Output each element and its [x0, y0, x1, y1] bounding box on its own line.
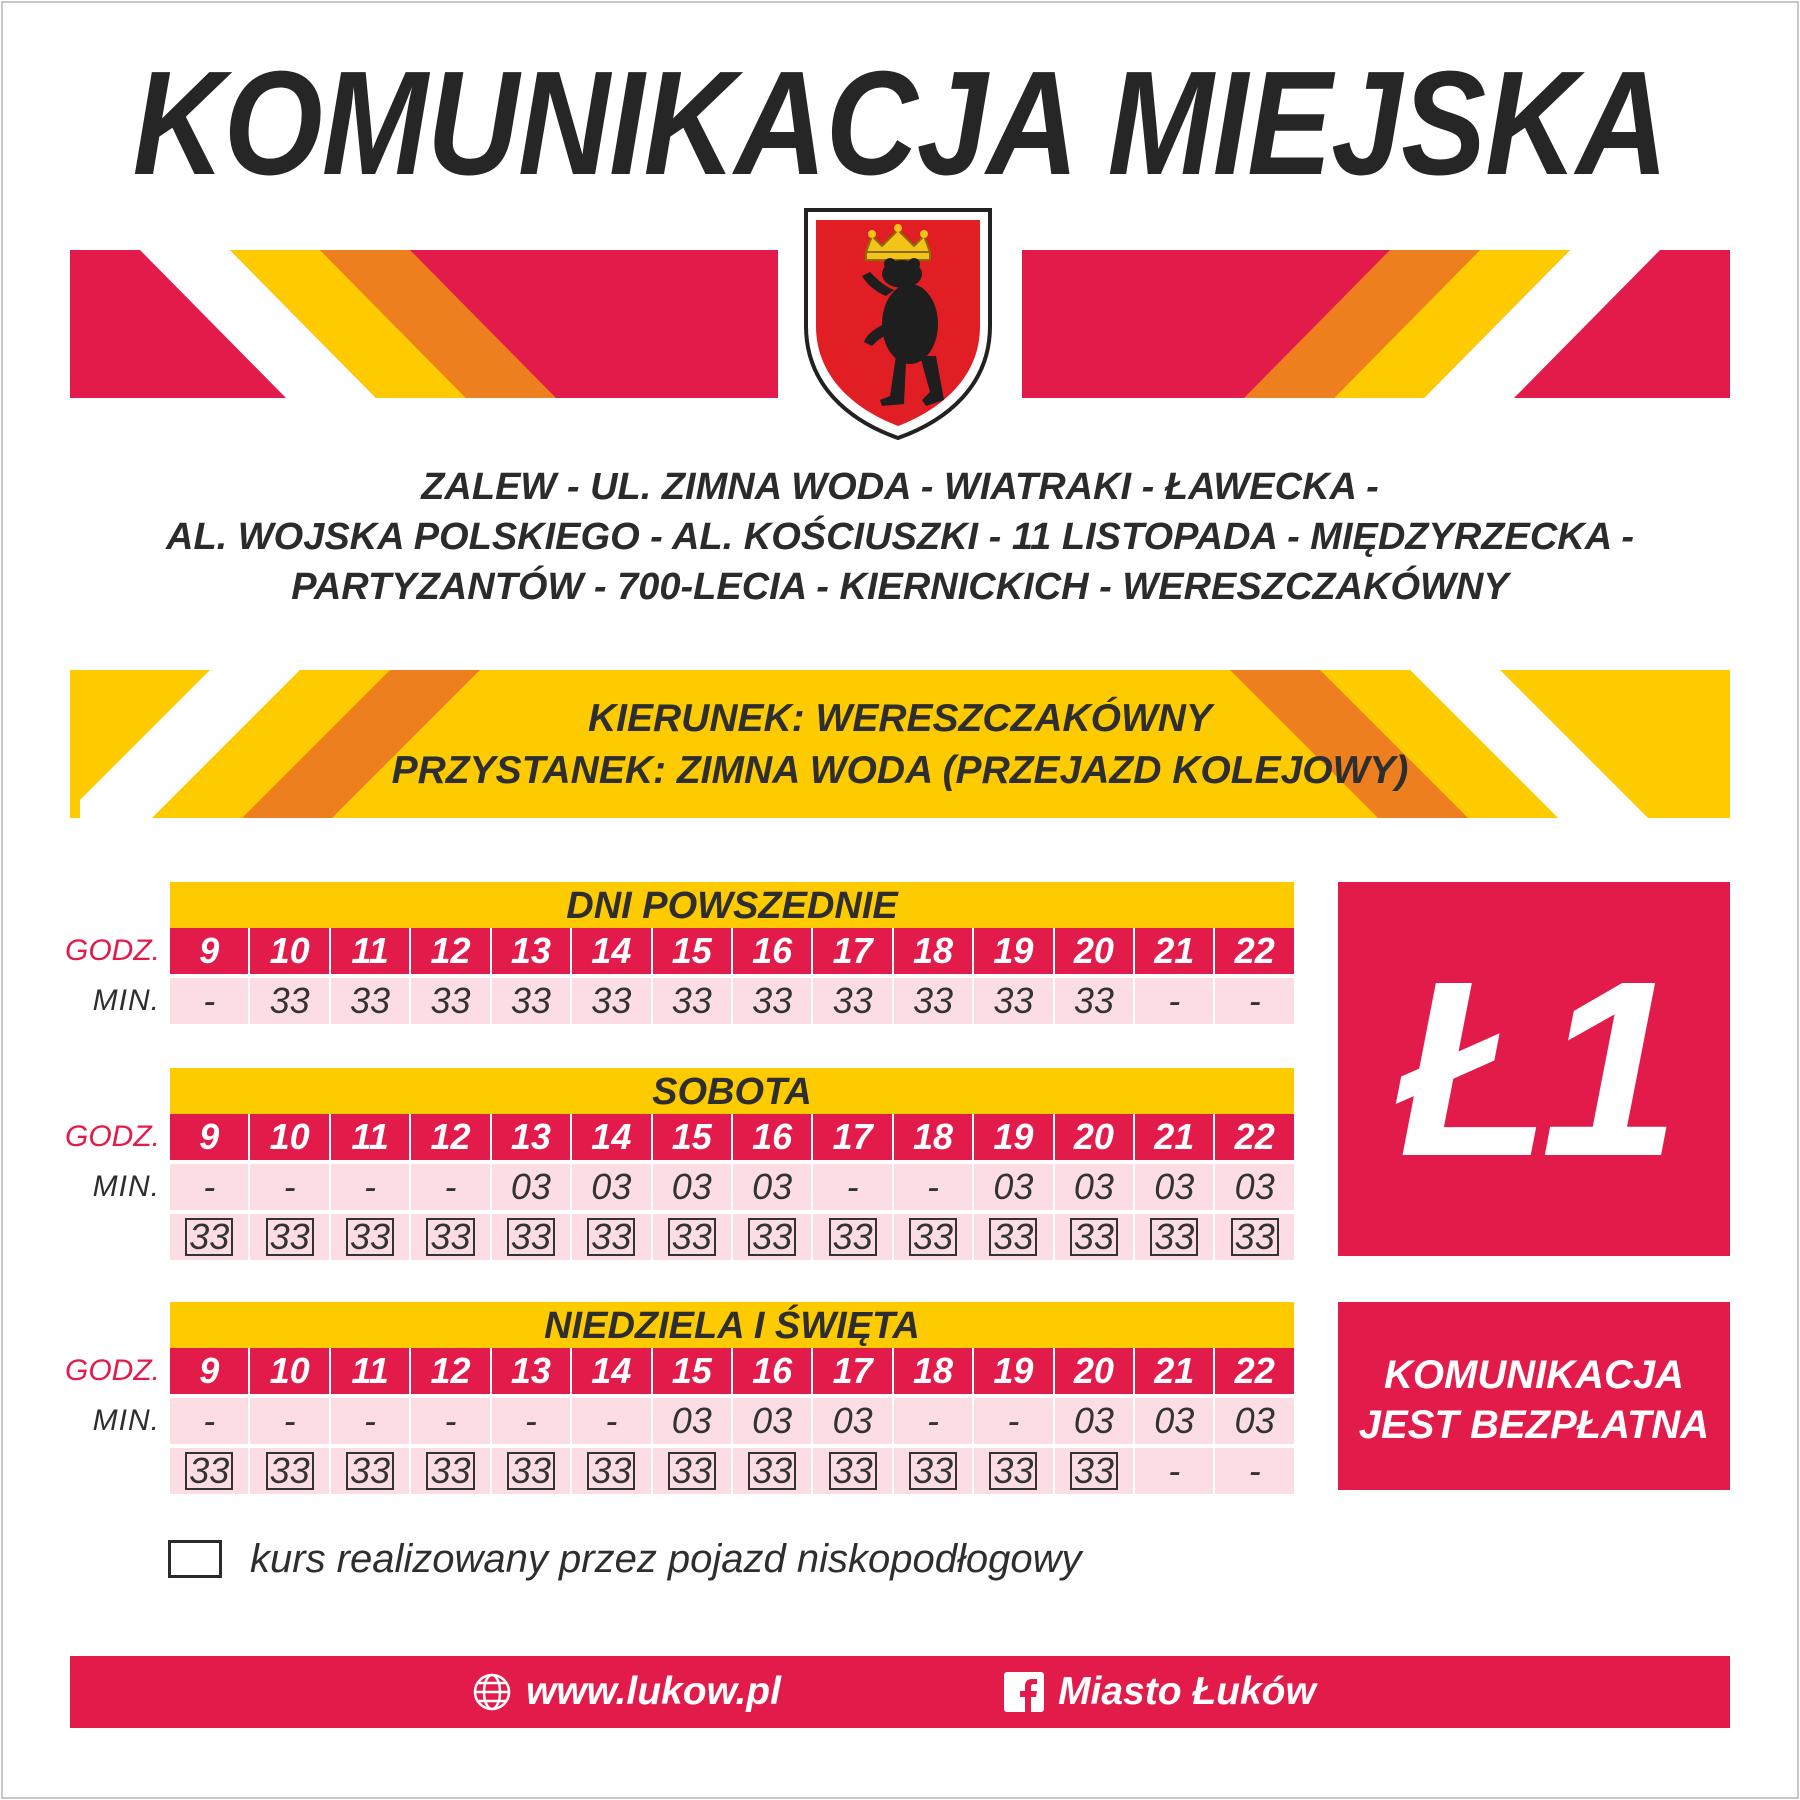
low-floor-minute-value: 33: [507, 1452, 555, 1490]
direction-kierunek: KIERUNEK: WERESZCZAKÓWNY: [588, 697, 1212, 740]
low-floor-minute-cell: [972, 1448, 1052, 1494]
minute-cell: -: [203, 1400, 216, 1441]
low-floor-minute-cell: [490, 1214, 570, 1260]
hour-cell: 11: [329, 1348, 409, 1394]
low-floor-minute-cell: [892, 1448, 972, 1494]
hour-cell: 9: [199, 1116, 220, 1157]
minute-cell: 33: [651, 978, 731, 1024]
low-floor-minute-cell: [972, 1214, 1052, 1260]
low-floor-minute-cell: [248, 1214, 328, 1260]
low-floor-minute-value: 33: [989, 1218, 1037, 1256]
minute-cell: 33: [409, 978, 489, 1024]
direction-przystanek: PRZYSTANEK: ZIMNA WODA (PRZEJAZD KOLEJOWY): [391, 749, 1409, 792]
minute-cell: 03: [1213, 1164, 1293, 1210]
free-notice-line-2: JEST BEZPŁATNA: [1358, 1403, 1710, 1447]
hour-cell: 17: [811, 928, 891, 974]
low-floor-minute-cell: [1213, 1214, 1293, 1260]
hour-cell: 9: [199, 1350, 220, 1391]
route-description: [0, 462, 1800, 612]
empty-minute-value: -: [1168, 1450, 1181, 1491]
low-floor-minute-cell: [329, 1448, 409, 1494]
free-transport-notice: [1338, 1302, 1730, 1490]
low-floor-minute-cell: [570, 1448, 650, 1494]
hour-cell: 18: [892, 1348, 972, 1394]
hour-cell: 20: [1053, 928, 1133, 974]
low-floor-minute-value: 33: [587, 1218, 635, 1256]
low-floor-minute-value: 33: [1150, 1218, 1198, 1256]
low-floor-minute-cell: [651, 1214, 731, 1260]
low-floor-minute-value: 33: [909, 1218, 957, 1256]
low-floor-minute-value: 33: [1231, 1218, 1279, 1256]
min-label: MIN.: [92, 1170, 160, 1203]
hour-cell: 18: [892, 1114, 972, 1160]
hour-cell: 10: [248, 1114, 328, 1160]
website-link[interactable]: www.lukow.pl: [526, 1670, 781, 1713]
minute-cell: 03: [1053, 1164, 1133, 1210]
low-floor-minute-value: 33: [507, 1218, 555, 1256]
schedule-header: NIEDZIELA I ŚWIĘTA: [170, 1302, 1294, 1348]
hour-cell: 10: [248, 928, 328, 974]
minute-row: [170, 978, 1294, 1024]
low-floor-minute-value: 33: [668, 1452, 716, 1490]
minute-cell: 03: [731, 1398, 811, 1444]
minute-cell: 03: [651, 1164, 731, 1210]
low-floor-minute-value: 33: [1070, 1452, 1118, 1490]
hour-cell: 11: [329, 1114, 409, 1160]
minute-cell: -: [892, 1398, 972, 1444]
hour-cell: 12: [409, 1348, 489, 1394]
hour-cell: 13: [490, 928, 570, 974]
minute-cell: -: [570, 1398, 650, 1444]
hour-row: [170, 1114, 1294, 1160]
minute-cell: -: [409, 1398, 489, 1444]
minute-cell: -: [1213, 978, 1293, 1024]
low-floor-minute-cell: [170, 1448, 248, 1494]
route-line-2: AL. WOJSKA POLSKIEGO - AL. KOŚCIUSZKI - 11 LISTOPADA - MIĘDZYRZECKA -: [166, 516, 1634, 558]
minute-cell: 33: [248, 978, 328, 1024]
low-floor-minute-cell: [409, 1448, 489, 1494]
hour-row: [170, 1348, 1294, 1394]
low-floor-minute-cell: [409, 1214, 489, 1260]
low-floor-minute-cell: [731, 1448, 811, 1494]
min-label: MIN.: [92, 1404, 160, 1437]
low-floor-minute-cell: [1133, 1448, 1213, 1494]
low-floor-minute-value: 33: [909, 1452, 957, 1490]
footer-bar: [70, 1656, 1730, 1728]
minute-cell: -: [203, 1166, 216, 1207]
low-floor-minute-value: 33: [346, 1218, 394, 1256]
low-floor-minute-cell: [1213, 1448, 1293, 1494]
minute-cell: -: [811, 1164, 891, 1210]
hour-cell: 13: [490, 1114, 570, 1160]
hour-cell: 20: [1053, 1348, 1133, 1394]
minute-cell: -: [329, 1398, 409, 1444]
minute-cell: 33: [731, 978, 811, 1024]
hour-cell: 17: [811, 1348, 891, 1394]
hour-cell: 18: [892, 928, 972, 974]
low-floor-minute-cell: [170, 1214, 248, 1260]
hour-cell: 16: [731, 1114, 811, 1160]
hour-cell: 14: [570, 1348, 650, 1394]
minute-cell: 33: [972, 978, 1052, 1024]
low-floor-minute-value: 33: [185, 1218, 233, 1256]
minute-cell: -: [1133, 978, 1213, 1024]
low-floor-minute-value: 33: [989, 1452, 1037, 1490]
hour-cell: 22: [1213, 928, 1293, 974]
city-coat-of-arms: [786, 206, 1010, 442]
low-floor-minute-value: 33: [829, 1218, 877, 1256]
free-notice-line-1: KOMUNIKACJA: [1384, 1353, 1684, 1397]
minute-cell: 03: [972, 1164, 1052, 1210]
low-floor-minute-value: 33: [829, 1452, 877, 1490]
facebook-link[interactable]: Miasto Łuków: [1058, 1670, 1316, 1713]
hour-cell: 19: [972, 1114, 1052, 1160]
minute-cell: 03: [1133, 1164, 1213, 1210]
minute-cell: -: [490, 1398, 570, 1444]
minute-cell: -: [329, 1164, 409, 1210]
minute-cell: 03: [651, 1398, 731, 1444]
hour-cell: 15: [651, 1348, 731, 1394]
hour-cell: 9: [199, 930, 220, 971]
low-floor-minute-cell: [1133, 1214, 1213, 1260]
godz-label: GODZ.: [65, 934, 160, 967]
low-floor-minute-value: 33: [748, 1452, 796, 1490]
minute-cell: 03: [490, 1164, 570, 1210]
hour-cell: 21: [1133, 928, 1213, 974]
minute-cell: 03: [731, 1164, 811, 1210]
low-floor-minute-cell: [1053, 1214, 1133, 1260]
low-floor-minute-value: 33: [346, 1452, 394, 1490]
minute-cell: -: [203, 980, 216, 1021]
minute-cell: 33: [329, 978, 409, 1024]
legend-text: kurs realizowany przez pojazd niskopodłogowy: [250, 1537, 1082, 1581]
hour-cell: 21: [1133, 1114, 1213, 1160]
minute-cell: -: [248, 1398, 328, 1444]
legend-box-symbol: [168, 1540, 222, 1578]
hour-cell: 15: [651, 1114, 731, 1160]
minute-cell: 33: [570, 978, 650, 1024]
low-floor-minute-cell: [490, 1448, 570, 1494]
low-floor-minute-cell: [811, 1214, 891, 1260]
low-floor-minute-value: 33: [185, 1452, 233, 1490]
low-floor-minute-value: 33: [748, 1218, 796, 1256]
minute-cell: 03: [1213, 1398, 1293, 1444]
hour-cell: 12: [409, 928, 489, 974]
minute-cell: -: [972, 1398, 1052, 1444]
low-floor-minute-value: 33: [1070, 1218, 1118, 1256]
globe-icon: [472, 1672, 512, 1712]
hour-cell: 19: [972, 1348, 1052, 1394]
facebook-icon: [1004, 1672, 1044, 1712]
route-line-3: PARTYZANTÓW - 700-LECIA - KIERNICKICH - WERESZCZAKÓWNY: [291, 566, 1509, 608]
empty-minute-value: -: [1248, 1450, 1261, 1491]
low-floor-minute-cell: [731, 1214, 811, 1260]
low-floor-minute-row: [170, 1448, 1294, 1494]
footer-facebook[interactable]: [1004, 1656, 1316, 1728]
footer-website[interactable]: [472, 1656, 781, 1728]
low-floor-minute-value: 33: [668, 1218, 716, 1256]
hour-cell: 14: [570, 928, 650, 974]
minute-cell: 33: [811, 978, 891, 1024]
hour-cell: 15: [651, 928, 731, 974]
minute-row: [170, 1398, 1294, 1444]
hour-cell: 16: [731, 1348, 811, 1394]
minute-cell: -: [248, 1164, 328, 1210]
minute-cell: 03: [811, 1398, 891, 1444]
hour-cell: 19: [972, 928, 1052, 974]
low-floor-minute-cell: [811, 1448, 891, 1494]
hour-cell: 16: [731, 928, 811, 974]
godz-label: GODZ.: [65, 1120, 160, 1153]
hour-cell: 17: [811, 1114, 891, 1160]
schedule-header: DNI POWSZEDNIE: [170, 882, 1294, 928]
low-floor-minute-value: 33: [426, 1218, 474, 1256]
line-number-badge: Ł1: [1338, 882, 1730, 1256]
hour-cell: 14: [570, 1114, 650, 1160]
low-floor-minute-cell: [570, 1214, 650, 1260]
minute-cell: 03: [1053, 1398, 1133, 1444]
minute-row: [170, 1164, 1294, 1210]
low-floor-minute-row: [170, 1214, 1294, 1260]
low-floor-minute-cell: [892, 1214, 972, 1260]
minute-cell: 33: [490, 978, 570, 1024]
minute-cell: -: [892, 1164, 972, 1210]
minute-cell: 03: [570, 1164, 650, 1210]
low-floor-minute-value: 33: [266, 1452, 314, 1490]
hour-cell: 13: [490, 1348, 570, 1394]
hour-cell: 12: [409, 1114, 489, 1160]
low-floor-minute-value: 33: [266, 1218, 314, 1256]
hour-row: [170, 928, 1294, 974]
low-floor-minute-value: 33: [587, 1452, 635, 1490]
low-floor-minute-value: 33: [426, 1452, 474, 1490]
direction-info: [0, 693, 1800, 797]
low-floor-minute-cell: [248, 1448, 328, 1494]
low-floor-minute-cell: [651, 1448, 731, 1494]
hour-cell: 11: [329, 928, 409, 974]
hour-cell: 10: [248, 1348, 328, 1394]
minute-cell: 33: [892, 978, 972, 1024]
hour-cell: 22: [1213, 1348, 1293, 1394]
low-floor-minute-cell: [1053, 1448, 1133, 1494]
hour-cell: 22: [1213, 1114, 1293, 1160]
schedule-header: SOBOTA: [170, 1068, 1294, 1114]
hour-cell: 20: [1053, 1114, 1133, 1160]
godz-label: GODZ.: [65, 1354, 160, 1387]
minute-cell: 33: [1053, 978, 1133, 1024]
minute-cell: 03: [1133, 1398, 1213, 1444]
hour-cell: 21: [1133, 1348, 1213, 1394]
minute-cell: -: [409, 1164, 489, 1210]
min-label: MIN.: [92, 984, 160, 1017]
low-floor-minute-cell: [329, 1214, 409, 1260]
route-line-1: ZALEW - UL. ZIMNA WODA - WIATRAKI - ŁAWECKA -: [421, 466, 1379, 508]
page-title: KOMUNIKACJA MIEJSKA: [132, 41, 1668, 206]
